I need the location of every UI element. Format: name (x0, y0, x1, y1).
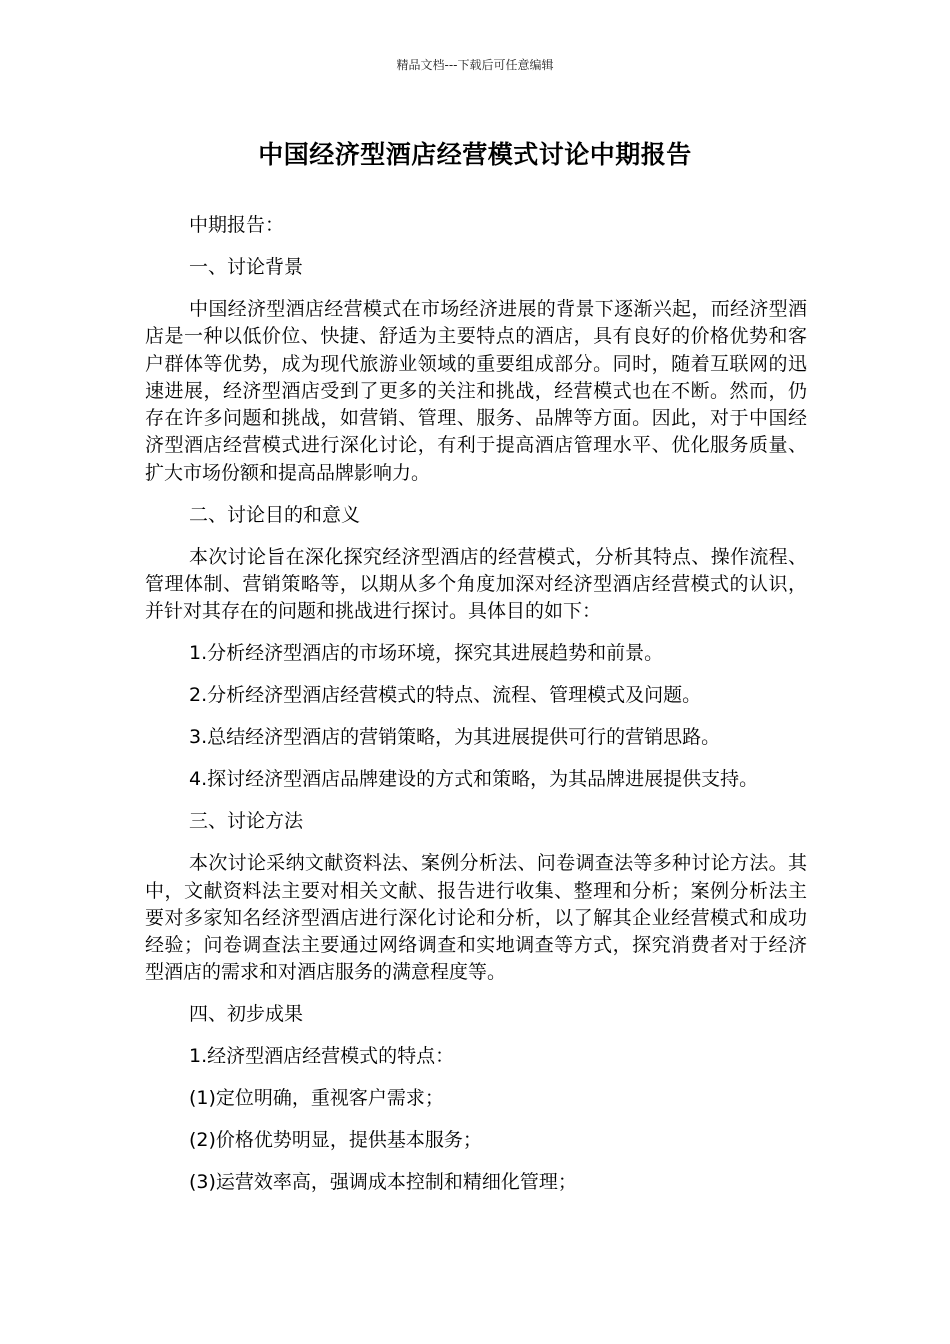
document-title: 中国经济型酒店经营模式讨论中期报告 (258, 140, 692, 169)
purpose-item-1: 1.分析经济型酒店的市场环境，探究其进展趋势和前景。 (189, 642, 664, 665)
results-subheading: 1.经济型酒店经营模式的特点： (189, 1045, 455, 1068)
method-paragraph: 本次讨论采纳文献资料法、案例分析法、问卷调查法等多种讨论方法。其中，文献资料法主要对相关文献、报告进行收集、整理和分析；案例分析法主要对多家知名经济型酒店进行深化讨论和分析，以了解其企业经营模式和成功经验；问卷调查法主要通过网络调查和实地调查等方式，探究消费者对于经济型酒店的需求和对酒店服务的满意程度等。 (145, 852, 807, 984)
purpose-item-3: 3.总结经济型酒店的营销策略，为其进展提供可行的营销思路。 (189, 726, 721, 749)
purpose-item-4: 4.探讨经济型酒店品牌建设的方式和策略，为其品牌进展提供支持。 (189, 768, 759, 791)
section-heading-background: 一、讨论背景 (189, 255, 304, 278)
report-label: 中期报告： (189, 214, 285, 236)
section-heading-method: 三、讨论方法 (189, 810, 304, 833)
purpose-paragraph: 本次讨论旨在深化探究经济型酒店的经营模式，分析其特点、操作流程、管理体制、营销策略等，以期从多个角度加深对经济型酒店经营模式的认识，并针对其存在的问题和挑战进行探讨。具体目的如下： (145, 545, 807, 623)
section-heading-purpose: 二、讨论目的和意义 (189, 503, 361, 526)
section-heading-results: 四、初步成果 (189, 1003, 304, 1026)
results-item-3: (3)运营效率高，强调成本控制和精细化管理； (189, 1171, 577, 1194)
page-header: 精品文档---下载后可任意编辑 (396, 58, 554, 72)
background-paragraph: 中国经济型酒店经营模式在市场经济进展的背景下逐渐兴起，而经济型酒店是一种以低价位、快捷、舒适为主要特点的酒店，具有良好的价格优势和客户群体等优势，成为现代旅游业领域的重要组成部分。同时，随着互联网的迅速进展，经济型酒店受到了更多的关注和挑战，经营模式也在不断。然而，仍存在许多问题和挑战，如营销、管理、服务、品牌等方面。因此，对于中国经济型酒店经营模式进行深化讨论，有利于提高酒店管理水平、优化服务质量、扩大市场份额和提高品牌影响力。 (145, 297, 807, 484)
results-item-1: (1)定位明确，重视客户需求； (189, 1087, 444, 1110)
purpose-item-2: 2.分析经济型酒店经营模式的特点、流程、管理模式及问题。 (189, 684, 702, 707)
results-item-2: (2)价格优势明显，提供基本服务； (189, 1129, 482, 1152)
document-body (145, 212, 807, 1197)
